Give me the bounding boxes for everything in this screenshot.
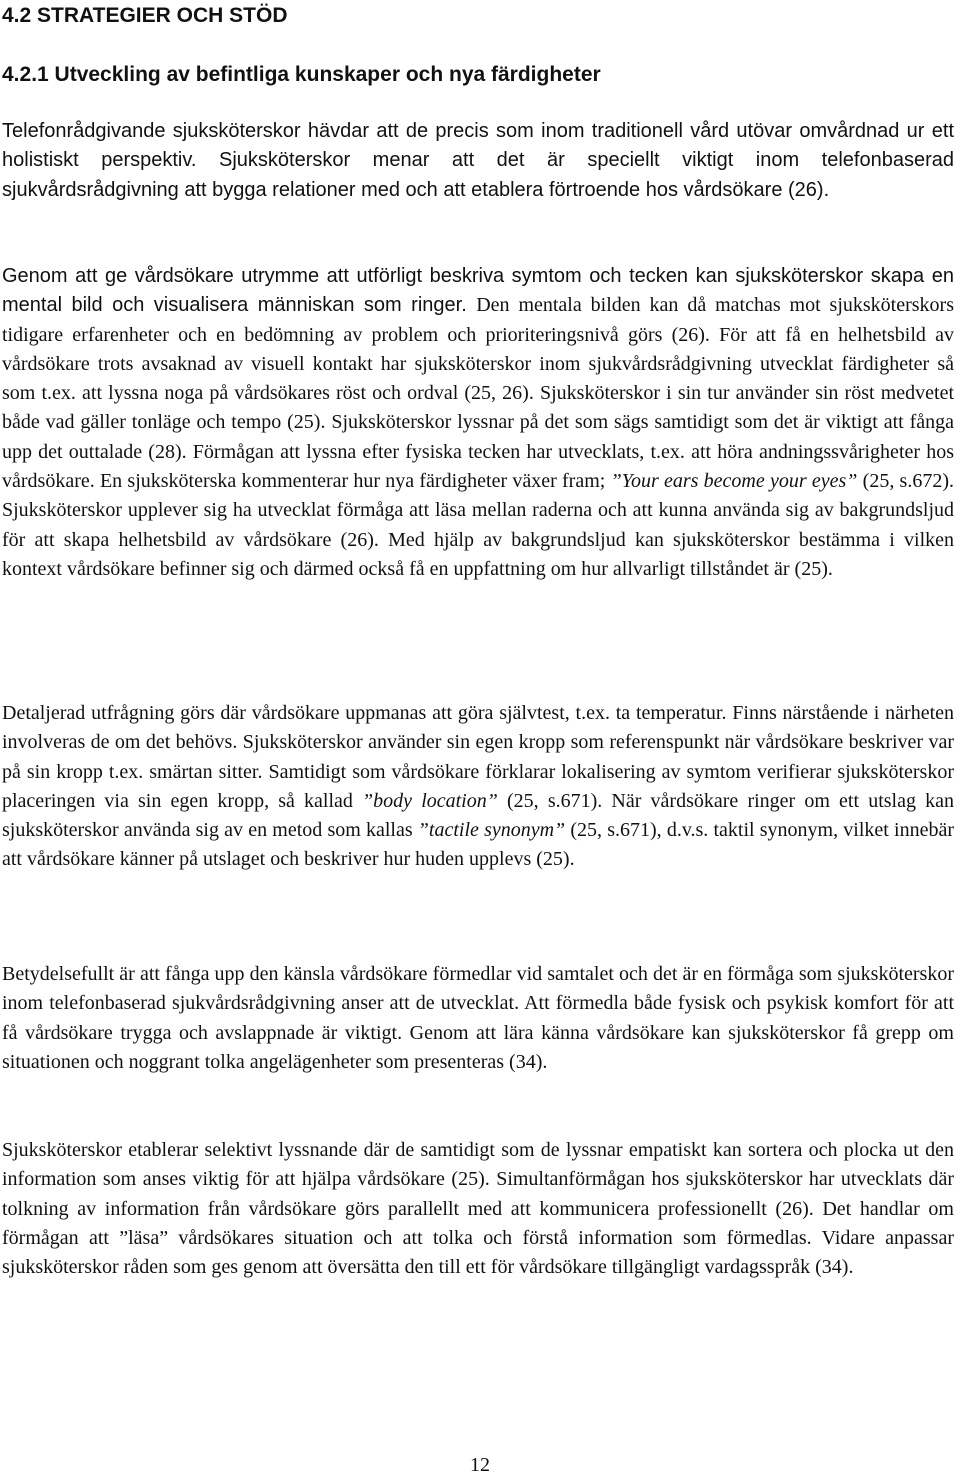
paragraph-listening-body: [2, 294, 954, 580]
paragraph-listening-tail: (25, s.672). Sjuksköterskor upplever sig ha utvecklat förmåga att läsa mellan raderna och att kunna använda sig av bakgrundsljud för att skapa helhetsbild av vårdsökare (26). Med hjälp av bakgrundsljud kan sjuksköterskor bestämma i vilken kontext vårdsökare befinner sig och därmed också få en uppfattning om hur allvarligt tillståndet är (25).: [2, 470, 954, 580]
paragraph-listening-text: Den mentala bilden kan då matchas mot sjuksköterskors tidigare erfarenheter och en bedömning av problem och prioriteringsnivå görs (26). För att få en helhetsbild av vårdsökare trots avsaknad av visuell kontakt har sjuksköterskor inom sjukvårdsrådgivning utvecklat färdigheter så som t.ex. att lyssna noga på vårdsökares röst och ordval (25, 26). Sjuksköterskor i sin tur använder sin röst medvetet både vad gäller tonläge och tempo (25). Sjuksköterskor lyssnar på det som sägs samtidigt som det är viktigt att fånga upp det outtalade (28). Förmågan att lyssna efter fysiska tecken har utvecklats, t.ex. att höra andningssvårigheter hos vårdsökare. En sjuksköterska kommenterar hur nya färdigheter växer fram;: [2, 294, 955, 493]
paragraph-listening-lead: Genom att ge vårdsökare utrymme att utförligt beskriva symtom och tecken kan sjuksköterskor skapa en mental bild och visualisera människan som ringer.: [2, 265, 954, 317]
quote-tactile-synonym: ”tactile synonym”: [417, 819, 566, 842]
paragraph-intro: Telefonrådgivande sjuksköterskor hävdar att de precis som inom traditionell vård utövar omvårdnad ur ett holistiskt perspektiv. Sjuksköterskor menar att det är speciellt viktigt inom telefonbaserad sjukvårdsrådgivning att bygga relationer med och att etablera förtroende hos vårdsökare (26).: [2, 120, 954, 201]
quote-your-ears: ”Your ears become your eyes”: [610, 470, 858, 493]
page-number: 12: [470, 1454, 490, 1476]
subsection-heading: 4.2.1 Utveckling av befintliga kunskaper och nya färdigheter: [2, 63, 601, 86]
section-heading: 4.2 STRATEGIER OCH STÖD: [2, 4, 288, 27]
paragraph-body-location-middle: (25, s.671). När vårdsökare ringer om ett utslag kan sjuksköterskor använda sig av en metod som kallas: [2, 789, 954, 842]
paragraph-listening: [2, 262, 954, 584]
paragraph-selective-listening: Sjuksköterskor etablerar selektivt lyssnande där de samtidigt som de lyssnar empatiskt kan sortera och plocka ut den information som anses viktig för att hjälpa vårdsökare (25). Simultanförmågan hos sjuksköterskor har utvecklats där tolkning av information från vårdsökare görs parallellt med att kommunicera professionellt (26). Det handlar om förmågan att ”läsa” vårdsökares situation och att tolka och förstå information som förmedlas. Vidare anpassar sjuksköterskor råden som ges genom att översätta den till ett för vårdsökare tillgängligt vardagsspråk (34).: [2, 1139, 954, 1279]
paragraph-body-location: [2, 699, 954, 875]
paragraph-body-location-text: Detaljerad utfrågning görs där vårdsökare uppmanas att göra självtest, t.ex. ta temperatur. Finns närstående i närheten involveras de om det behövs. Sjuksköterskor använder sin egen kropp som referenspunkt när vårdsökare beskriver var på sin kropp t.ex. smärtan sitter. Samtidigt som vårdsökare förklarar lokalisering av symtom verifierar sjuksköterskor placeringen via sin egen kropp, så kallad: [2, 702, 954, 812]
paragraph-emotions: Betydelsefullt är att fånga upp den känsla vårdsökare förmedlar vid samtalet och det är en förmåga som sjuksköterskor inom telefonbaserad sjukvårdsrådgivning anser att de utvecklat. Att förmedla både fysisk och psykisk komfort för att få vårdsökare trygga och avslappnade är viktigt. Genom att lära känna vårdsökare kan sjuksköterskor få grepp om situationen och noggrant tolka angelägenheter som presenteras (34).: [2, 963, 954, 1073]
quote-body-location: ”body location”: [362, 789, 498, 812]
paragraph-body-location-tail: (25, s.671), d.v.s. taktil synonym, vilket innebär att vårdsökare känner på utslaget och beskriver hur huden upplevs (25).: [2, 819, 954, 871]
